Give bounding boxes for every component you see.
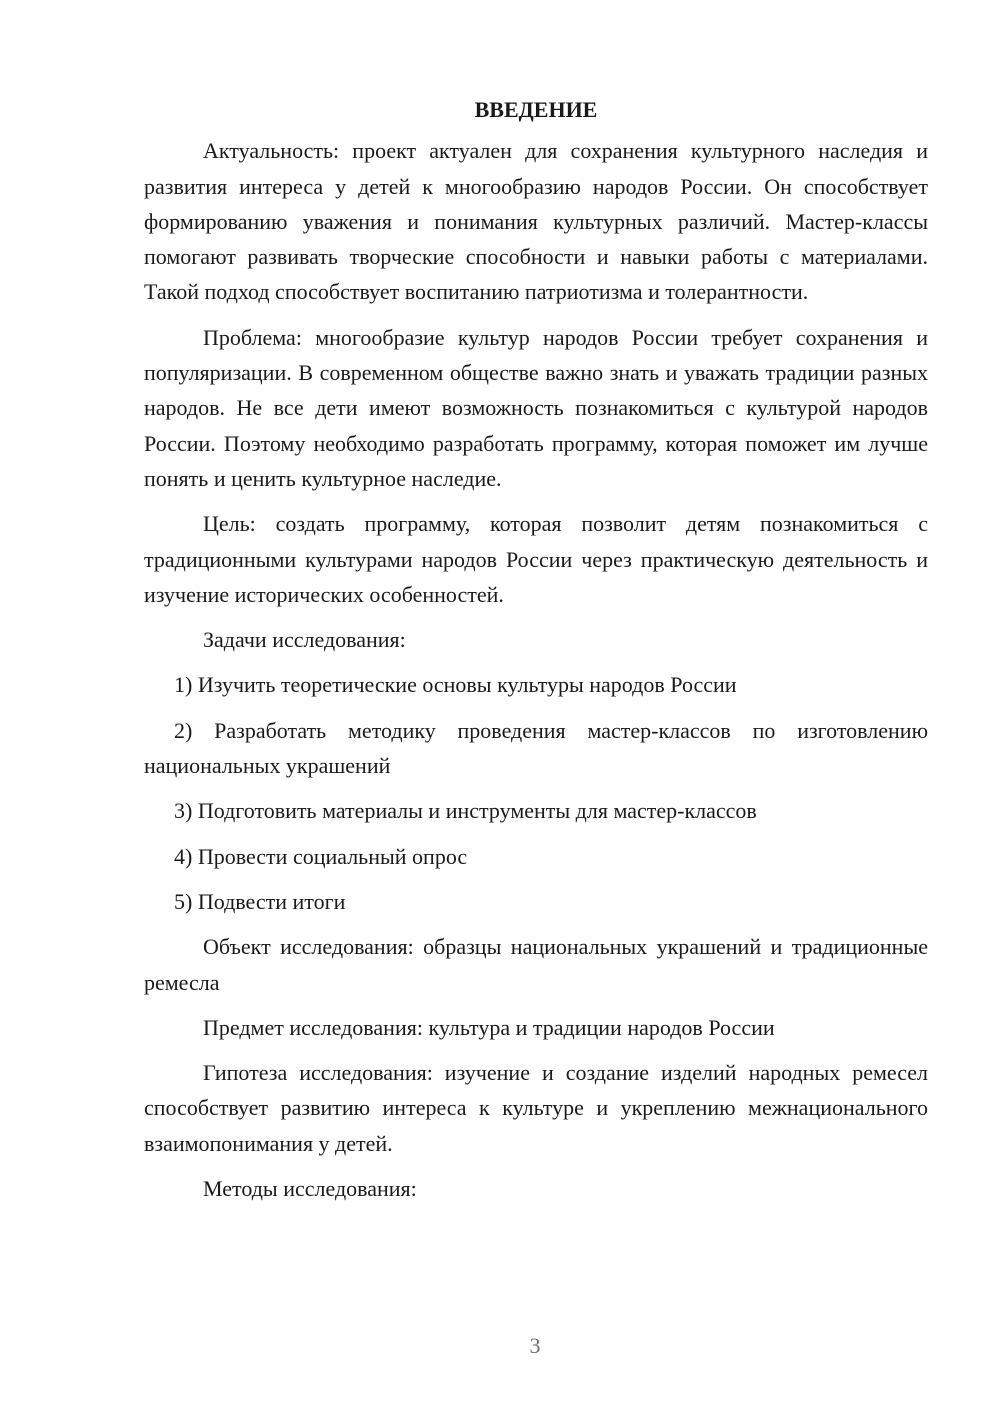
object-paragraph: Объект исследования: образцы национальных украшений и традиционные ремесла [144, 934, 928, 995]
task-item: 5) Подвести итоги [174, 888, 346, 914]
tasks-title: Задачи исследования: [203, 627, 406, 653]
task-item: 1) Изучить теоретические основы культуры народов России [174, 672, 737, 698]
section-heading: ВВЕДЕНИЕ [474, 97, 598, 122]
goal-paragraph: Цель: создать программу, которая позволит детям познакомиться с традиционными культурами народов России через практическую деятельность и изучение исторических особенностей. [144, 511, 928, 607]
relevance-paragraph: Актуальность: проект актуален для сохранения культурного наследия и развития интереса у детей к многообразию народов России. Он способствует формированию уважения и понимания культурных различий. Мастер-классы помогают развивать творческие способности и навыки работы с материалами. Такой подход способствует воспитанию патриотизма и толерантности. [144, 138, 928, 305]
page-number: 3 [529, 1333, 541, 1358]
subject-paragraph: Предмет исследования: культура и традиции народов России [203, 1014, 775, 1040]
methods-title: Методы исследования: [203, 1176, 417, 1202]
task-item: 2) Разработать методику проведения мастер-классов по изготовлению национальных украшений [144, 717, 928, 779]
page-content [144, 92, 928, 1216]
task-item: 4) Провести социальный опрос [174, 843, 468, 869]
task-item: 3) Подготовить материалы и инструменты для мастер-классов [174, 798, 757, 824]
hypothesis-paragraph: Гипотеза исследования: изучение и создание изделий народных ремесел способствует развитию интереса к культуре и укреплению межнационального взаимопонимания у детей. [144, 1060, 928, 1156]
problem-paragraph: Проблема: многообразие культур народов России требует сохранения и популяризации. В современном обществе важно знать и уважать традиции разных народов. Не все дети имеют возможность познакомиться с культурой народов России. Поэтому необходимо разработать программу, которая поможет им лучше понять и ценить культурное наследие. [144, 324, 928, 491]
